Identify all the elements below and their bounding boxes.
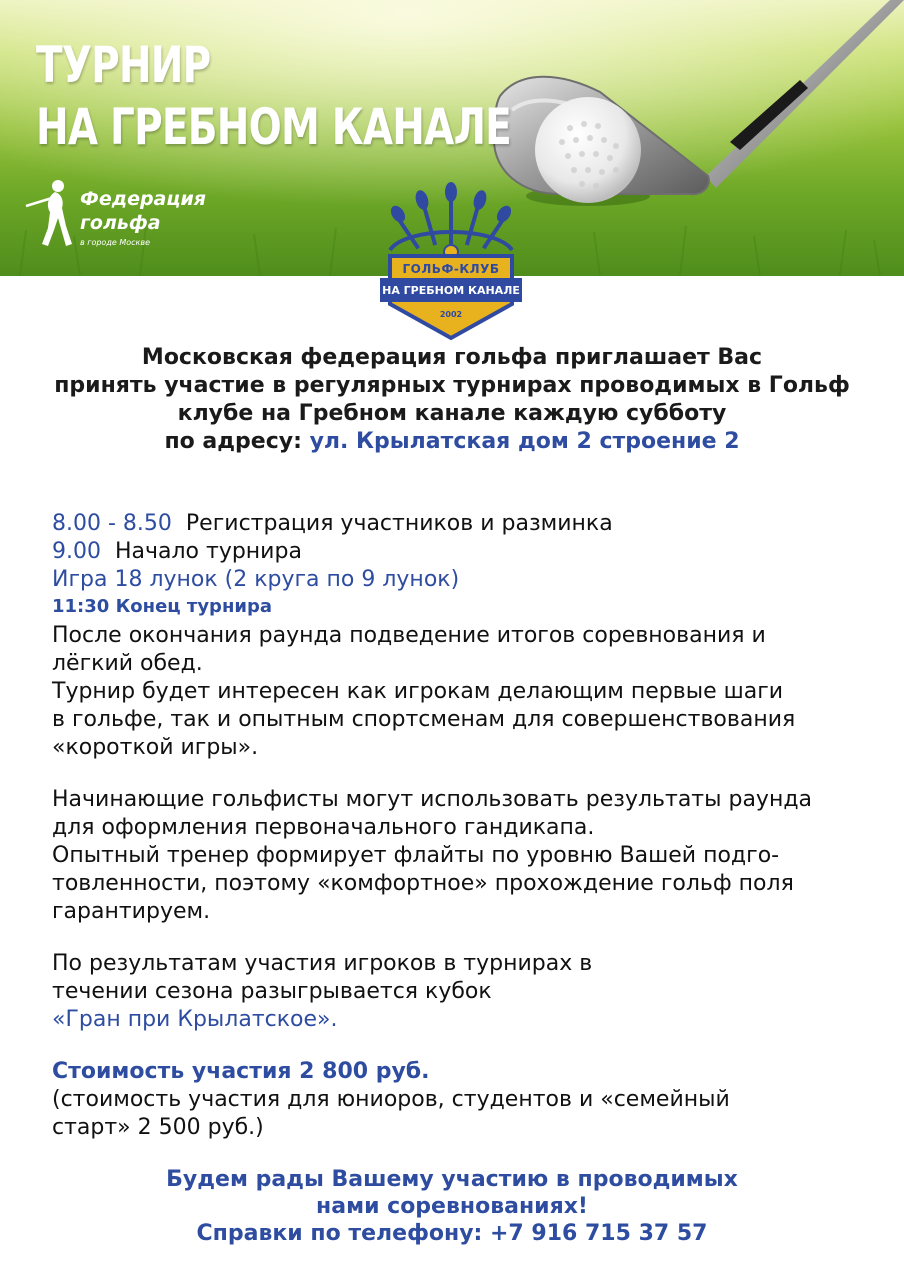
schedule-registration (52, 510, 613, 538)
start-time: 9.00 (52, 539, 101, 564)
intro-line-1: Московская федерация гольфа приглашает Вас (141, 345, 763, 370)
p1-line-2: лёгкий обед. (52, 651, 203, 676)
schedule-start (52, 538, 302, 566)
poster-title (36, 34, 511, 158)
p5-line-2: течении сезона разыгрывается кубок (52, 979, 492, 1004)
intro-line-4 (40, 428, 864, 456)
p2-line-2: в гольфе, так и опытным спортсменам для совершенствования (52, 707, 796, 732)
address: ул. Крылатская дом 2 строение 2 (309, 429, 740, 454)
footer (40, 1166, 864, 1247)
p3-line-1: Начинающие гольфисты могут использовать результаты раунда (52, 787, 813, 812)
paragraph-cup (52, 950, 872, 1034)
p4-line-1: Опытный тренер формирует флайты по уровню Вашей подго- (52, 843, 780, 868)
p4-line-3: гарантируем. (52, 899, 211, 924)
footer-line-2: нами соревнованиях! (316, 1194, 588, 1219)
p2-line-1: Турнир будет интересен как игрокам делающим первые шаги (52, 679, 784, 704)
cup-name: «Гран при Крылатское». (52, 1007, 338, 1032)
contact-phone: Справки по телефону: +7 916 715 37 57 (196, 1221, 708, 1246)
paragraph-price (52, 1058, 872, 1142)
registration-text: Регистрация участников и разминка (185, 511, 613, 536)
price-note-line-1: (стоимость участия для юниоров, студентов и «семейный (52, 1087, 730, 1112)
club-logo-line-2: НА ГРЕБНОМ КАНАЛЕ (382, 284, 520, 297)
p4-line-2: товленности, поэтому «комфортное» прохождение гольф поля (52, 871, 794, 896)
intro-line-3: клубе на Гребном канале каждую субботу (177, 401, 727, 426)
schedule-game: Игра 18 лунок (2 круга по 9 лунок) (52, 567, 460, 592)
title-line-1: ТУРНИР (36, 36, 211, 94)
footer-line-1: Будем рады Вашему участию в проводимых (166, 1167, 738, 1192)
club-logo-line-1: ГОЛЬФ-КЛУБ (402, 262, 500, 276)
title-line-2: НА ГРЕБНОМ КАНАЛЕ (36, 98, 512, 156)
price: Стоимость участия 2 800 руб. (52, 1059, 430, 1084)
federation-name-line-3: в городе Москве (80, 238, 150, 247)
club-logo (376, 180, 526, 342)
p1-line-1: После окончания раунда подведение итогов соревнования и (52, 623, 766, 648)
p5-line-1: По результатам участия игроков в турнирах в (52, 951, 593, 976)
p3-line-2: для оформления первоначального гандикапа. (52, 815, 595, 840)
price-note-line-2: старт» 2 500 руб.) (52, 1115, 264, 1140)
federation-logo (22, 178, 242, 250)
start-text: Начало турнира (114, 539, 302, 564)
p2-line-3: «короткой игры». (52, 735, 259, 760)
schedule-end: 11:30 Конец турнира (52, 596, 273, 617)
federation-name-line-2: гольфа (80, 212, 161, 234)
golfer-silhouette-icon (22, 178, 76, 250)
intro-line-2: принять участие в регулярных турнирах проводимых в Гольф (54, 373, 850, 398)
club-logo-year: 2002 (439, 310, 463, 319)
registration-time: 8.00 - 8.50 (52, 511, 172, 536)
paragraph-results (52, 622, 872, 762)
paragraph-beginners (52, 786, 872, 926)
address-prefix: по адресу: (164, 429, 310, 454)
federation-name-line-1: Федерация (80, 188, 206, 210)
intro-text (40, 344, 864, 456)
